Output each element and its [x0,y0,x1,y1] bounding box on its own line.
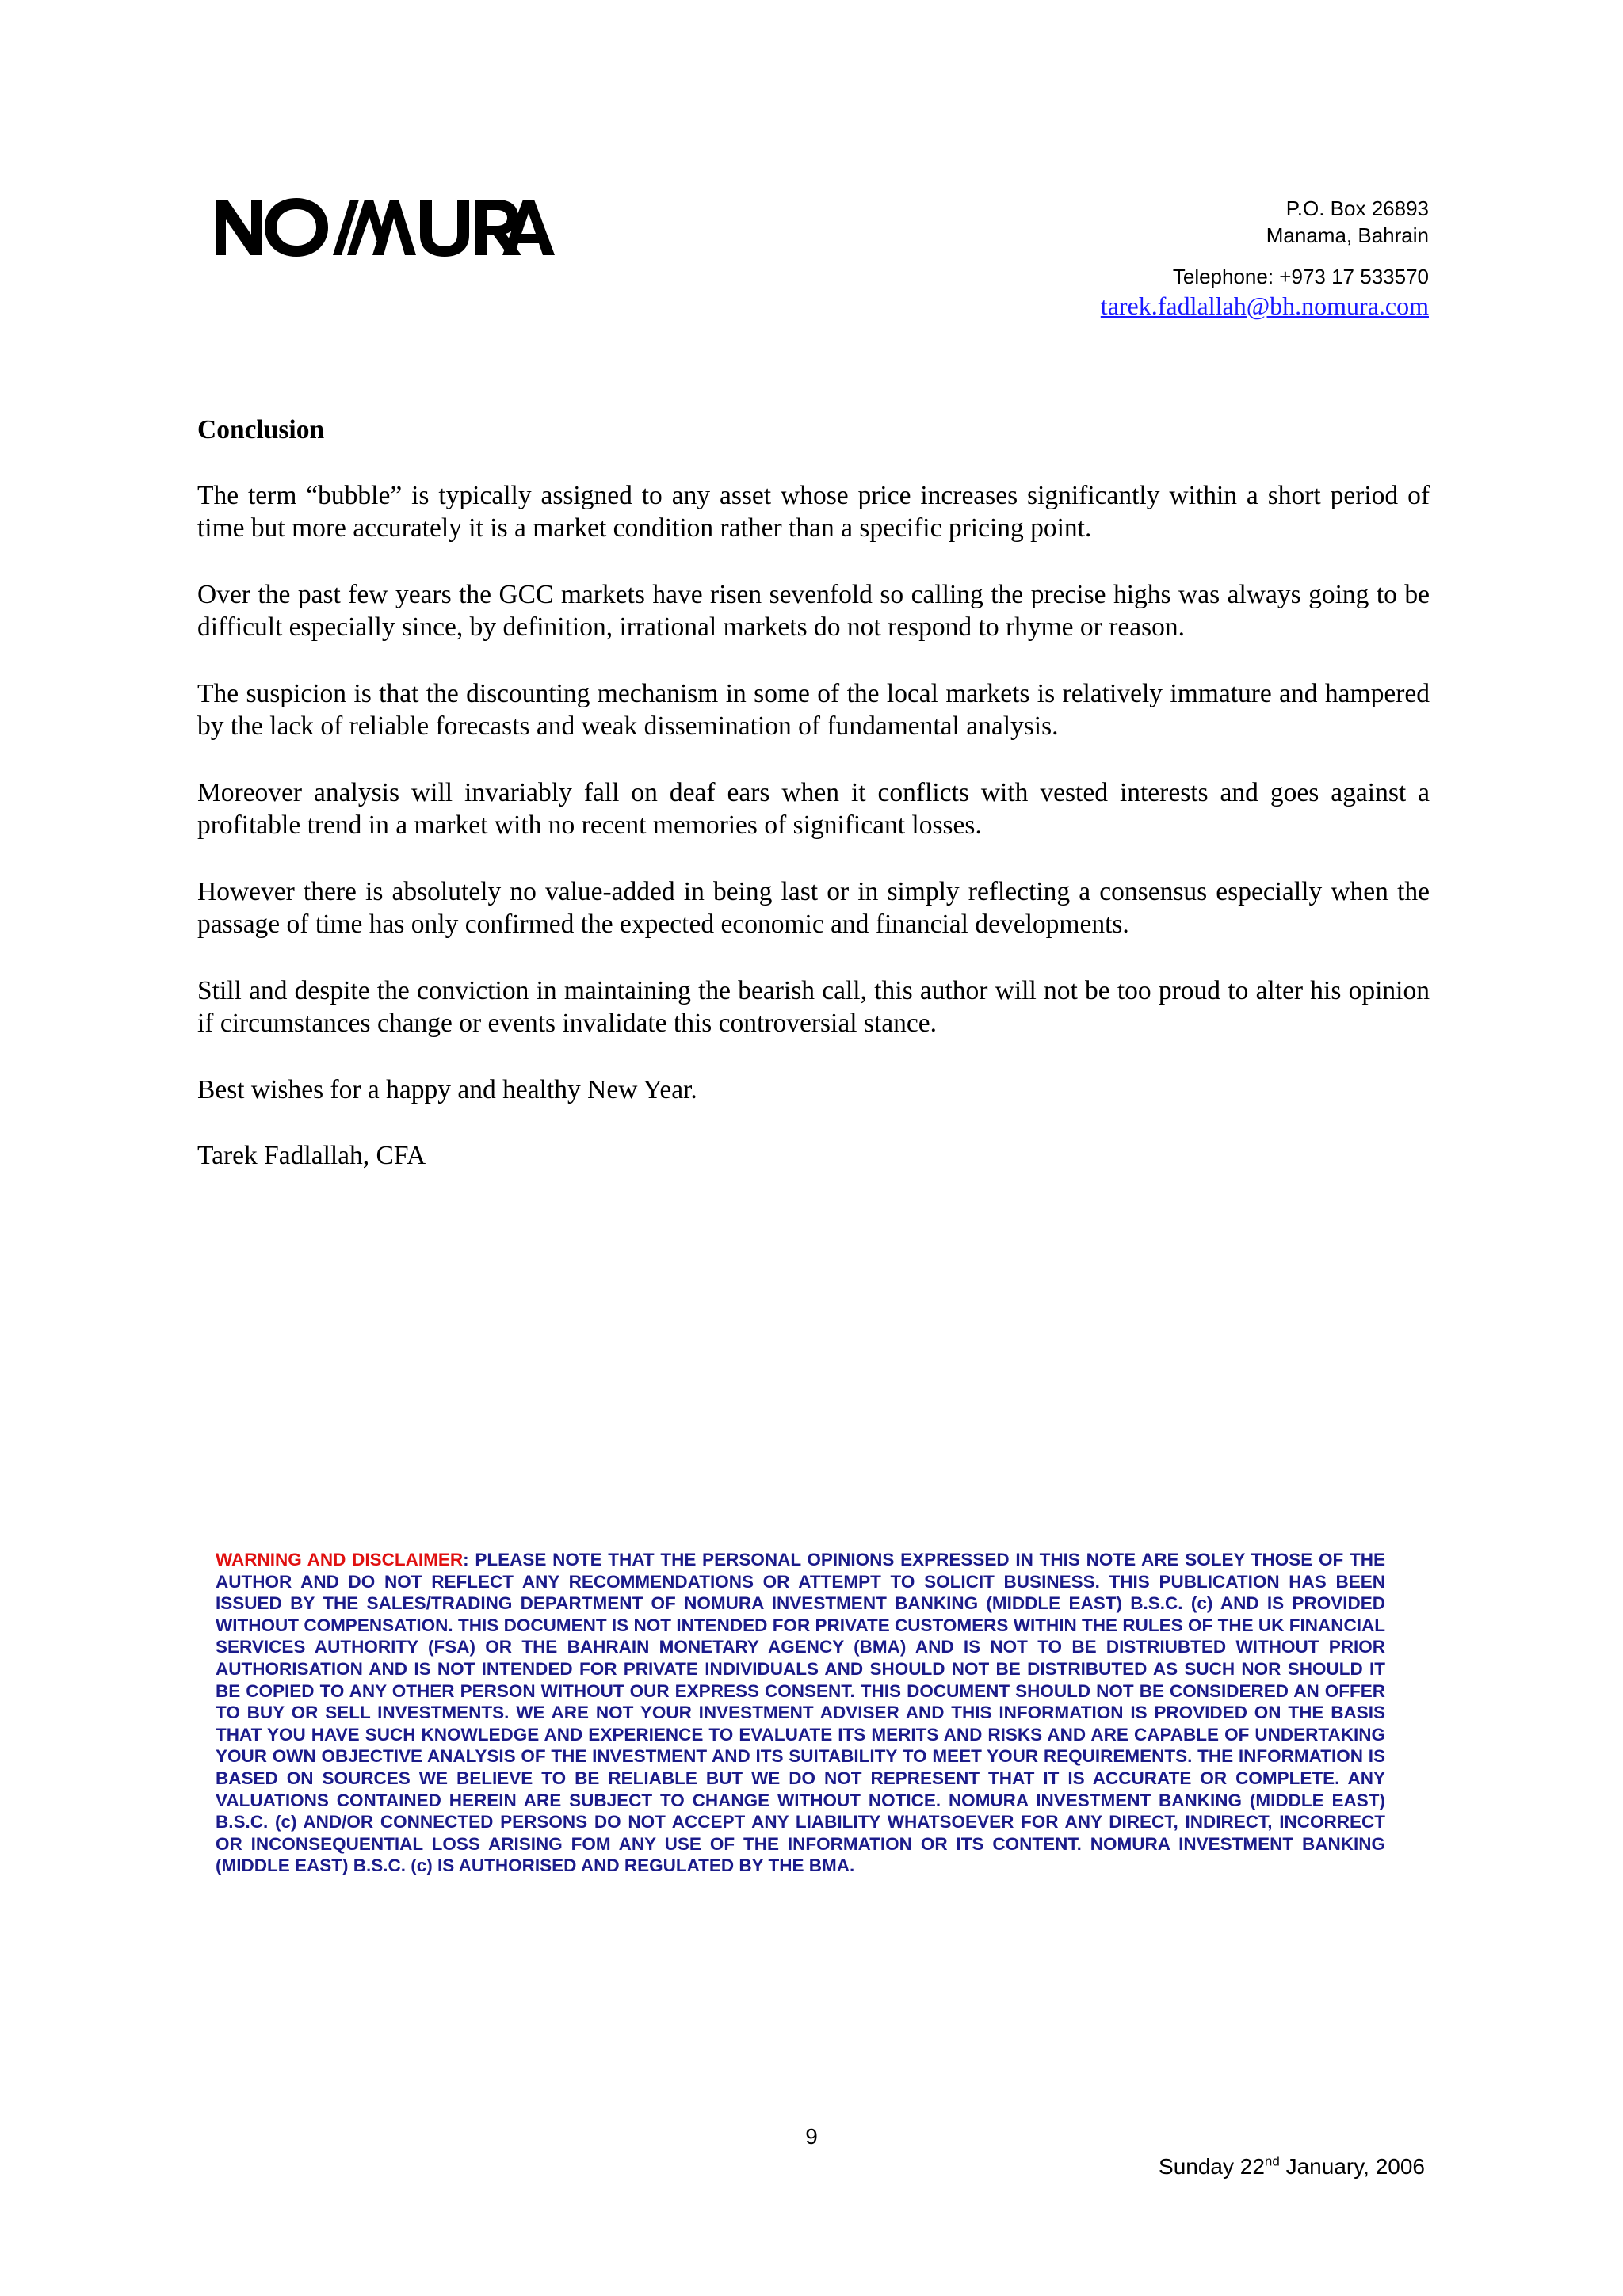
contact-address-block [1101,195,1429,322]
paragraph: However there is absolutely no value-added in being last or in simply reflecting a consensus especially when the passage of time has only confirmed the expected economic and financial developments. [197,876,1430,939]
paragraph: Moreover analysis will invariably fall on deaf ears when it conflicts with vested interests and goes against a profitable trend in a market with no recent memories of significant losses. [197,777,1430,840]
telephone: Telephone: +973 17 533570 [1172,265,1429,288]
paragraph: The term “bubble” is typically assigned to any asset whose price increases significantly within a short period of time but more accurately it is a market condition rather than a specific pricing point. [197,480,1430,543]
body-content [197,414,1430,1173]
disclaimer-text: : PLEASE NOTE THAT THE PERSONAL OPINIONS EXPRESSED IN THIS NOTE ARE SOLEY THOSE OF THE AUTHOR AND DO NOT REFLECT ANY RECOMMENDATIONS OR ATTEMPT TO SOLICIT BUSINESS. THIS PUBLICATION HAS BEEN ISSUED BY THE SALES/TRADING DEPARTMENT OF NOMURA INVESTMENT BANKING (MIDDLE EAST) B.S.C. (c) AND IS PROVIDED WITHOUT COMPENSATION. THIS DOCUMENT IS NOT INTENDED FOR PRIVATE CUSTOMERS WITHIN THE RULES OF THE UK FINANCIAL SERVICES AUTHORITY (FSA) OR THE BAHRAIN MONETARY AGENCY (BMA) AND IS NOT TO BE DISTRIUBTED WITHOUT PRIOR AUTHORISATION AND IS NOT INTENDED FOR PRIVATE INDIVIDUALS AND SHOULD NOT BE DISTRIBUTED AS SUCH NOR SHOULD IT BE COPIED TO ANY OTHER PERSON WITHOUT OUR EXPRESS CONSENT. THIS DOCUMENT SHOULD NOT BE CONSIDERED AN OFFER TO BUY OR SELL INVESTMENTS. WE ARE NOT YOUR INVESTMENT ADVISER AND THIS INFORMATION IS PROVIDED ON THE BASIS THAT YOU HAVE SUCH KNOWLEDGE AND EXPERIENCE TO EVALUATE ITS MERITS AND RISKS AND ARE CAPABLE OF UNDERTAKING YOUR OWN OBJECTIVE ANALYSIS OF THE INVESTMENT AND ITS SUITABILITY TO MEET YOUR REQUIREMENTS. THE INFORMATION IS BASED ON SOURCES WE BELIEVE TO BE RELIABLE BUT WE DO NOT REPRESENT THAT IT IS ACCURATE OR COMPLETE. ANY VALUATIONS CONTAINED HEREIN ARE SUBJECT TO CHANGE WITHOUT NOTICE. NOMURA INVESTMENT BANKING (MIDDLE EAST) B.S.C. (c) AND/OR CONNECTED PERSONS DO NOT ACCEPT ANY LIABILITY WHATSOEVER FOR ANY DIRECT, INDIRECT, INCORRECT OR INCONSEQUENTIAL LOSS ARISING FOM ANY USE OF THE INFORMATION OR ITS CONTENT. NOMURA INVESTMENT BANKING (MIDDLE EAST) B.S.C. (c) IS AUTHORISED AND REGULATED BY THE BMA. [216,1550,1386,1876]
author-signature: Tarek Fadlallah, CFA [197,1141,426,1170]
document-date [1159,2153,1425,2180]
paragraph: Still and despite the conviction in maintaining the bearish call, this author will not be too proud to alter his opinion if circumstances change or events invalidate this controversial stance. [197,975,1430,1038]
paragraph: The suspicion is that the discounting mechanism in some of the local markets is relatively immature and hampered by the lack of reliable forecasts and weak dissemination of fundamental analysis. [197,678,1430,741]
po-box: P.O. Box 26893 [1285,196,1429,220]
nomura-logo [214,187,555,258]
disclaimer-label: WARNING AND DISCLAIMER [216,1550,464,1569]
paragraph: Over the past few years the GCC markets have risen sevenfold so calling the precise highs was always going to be difficult especially since, by definition, irrational markets do not respond to rhyme or reason. [197,579,1430,642]
email-link[interactable]: tarek.fadlallah@bh.nomura.com [1100,292,1429,320]
city: Manama, Bahrain [1266,223,1429,247]
date-ordinal: nd [1264,2153,1280,2169]
page-number: 9 [805,2124,818,2149]
closing-wishes: Best wishes for a happy and healthy New Year. [197,1074,697,1104]
date-prefix: Sunday 22 [1159,2154,1265,2179]
section-heading: Conclusion [197,415,325,444]
disclaimer-block [216,1549,1385,1877]
date-rest: January, 2006 [1279,2154,1425,2179]
